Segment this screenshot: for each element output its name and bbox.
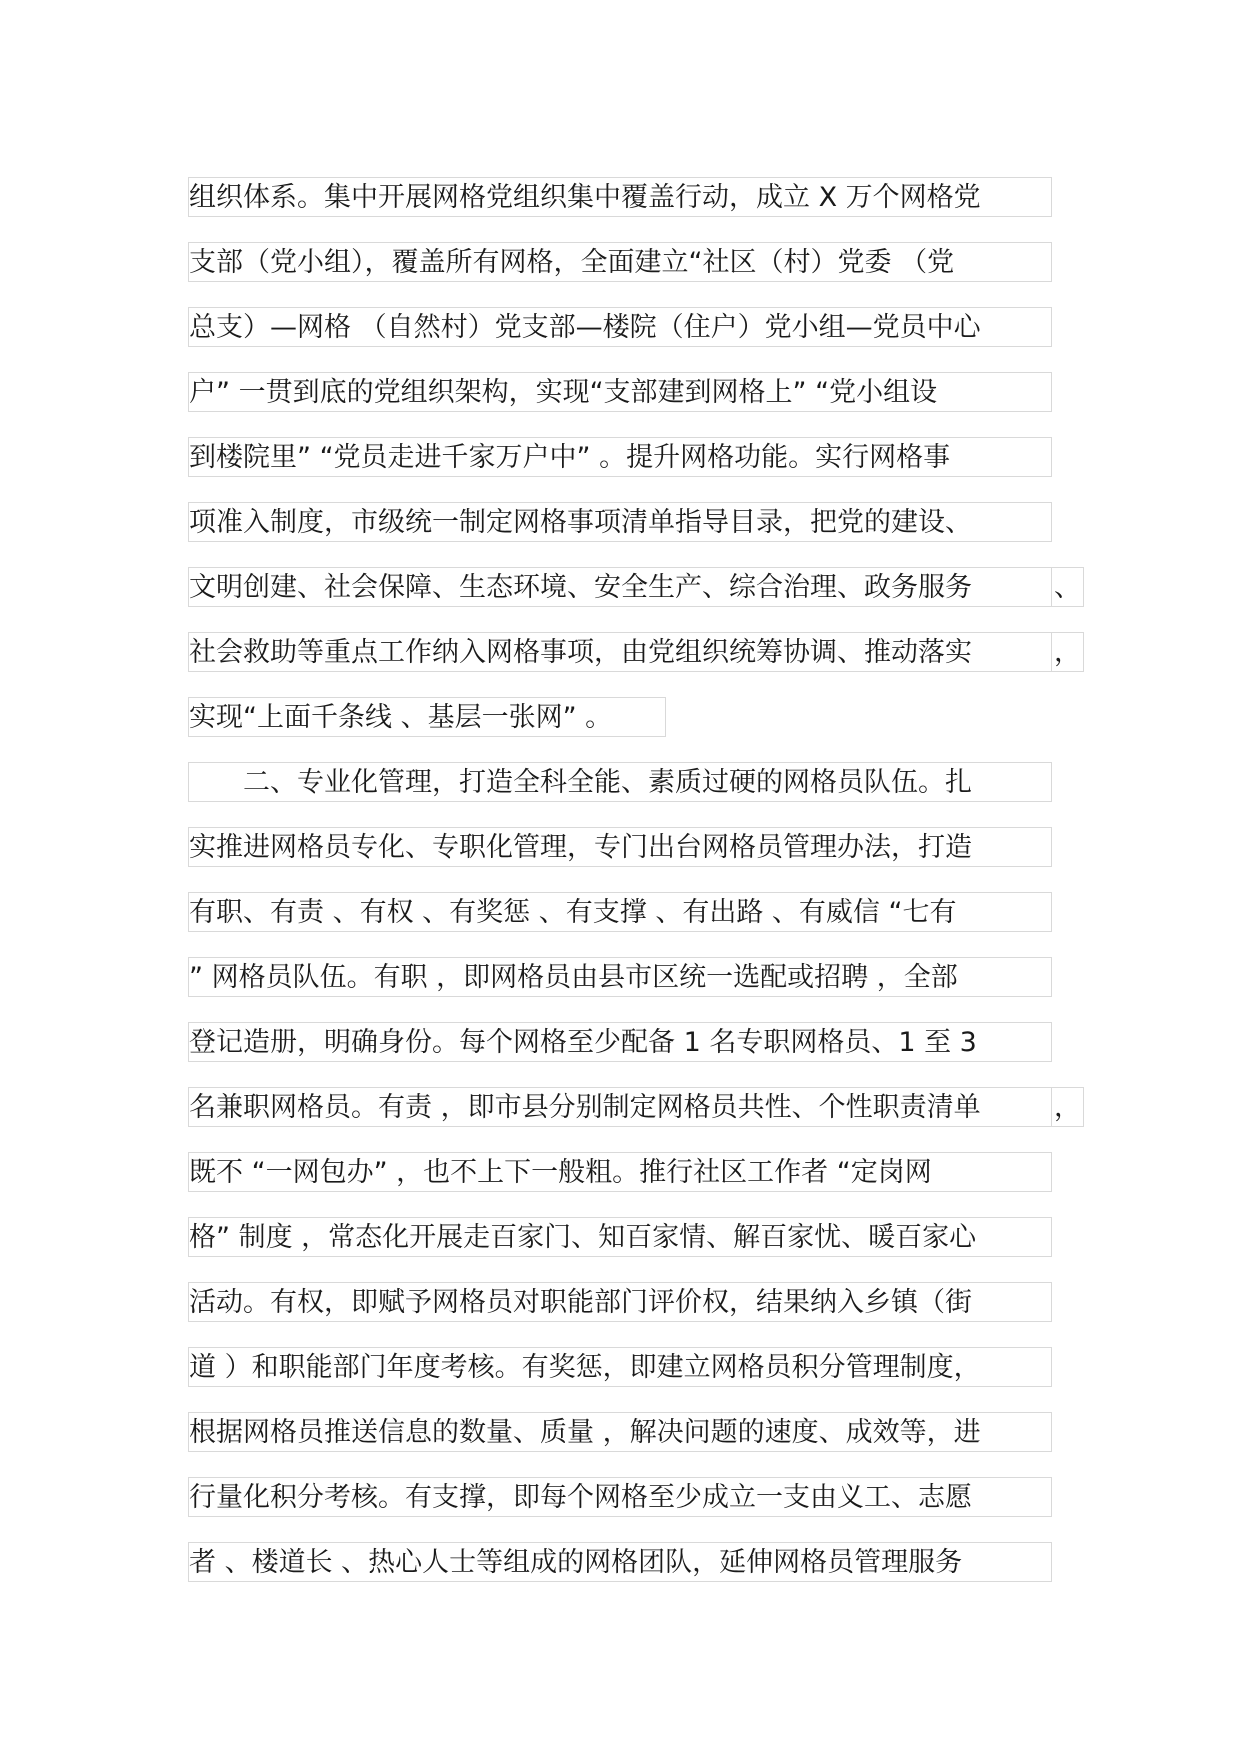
text-line: 总支）—网格 （自然村）党支部—楼院（住户）党小组—党员中心: [188, 307, 1052, 347]
text-line: 名兼职网格员。有责 ，即市县分别制定网格员共性、个性职责清单: [188, 1087, 1052, 1127]
text-line: 到楼院里” “党员走进千家万户中” 。提升网格功能。实行网格事: [188, 437, 1052, 477]
text-line: ” 网格员队伍。有职 ，即网格员由县市区统一选配或招聘 ，全部: [188, 957, 1052, 997]
text-line: 既不 “一网包办” ，也不上下一般粗。推行社区工作者 “定岗网: [188, 1152, 1052, 1192]
text-line: 格” 制度 ，常态化开展走百家门、知百家情、解百家忧、暖百家心: [188, 1217, 1052, 1257]
text-line-tail: 、: [1052, 567, 1084, 607]
text-line: 二、专业化管理，打造全科全能、素质过硬的网格员队伍。扎: [188, 762, 1052, 802]
text-line: 有职、有责 、有权 、有奖惩 、有支撑 、有出路 、有威信 “七有: [188, 892, 1052, 932]
text-line: 项准入制度，市级统一制定网格事项清单指导目录，把党的建设、: [188, 502, 1052, 542]
text-line: 道 ）和职能部门年度考核。有奖惩，即建立网格员积分管理制度，: [188, 1347, 1052, 1387]
text-line: 实现“上面千条线 、基层一张网” 。: [188, 697, 666, 737]
text-line: 文明创建、社会保障、生态环境、安全生产、综合治理、政务服务: [188, 567, 1052, 607]
text-line: 户” 一贯到底的党组织架构，实现“支部建到网格上” “党小组设: [188, 372, 1052, 412]
text-line: 根据网格员推送信息的数量、质量 ，解决问题的速度、成效等，进: [188, 1412, 1052, 1452]
text-line: 登记造册，明确身份。每个网格至少配备 1 名专职网格员、1 至 3: [188, 1022, 1052, 1062]
text-line: 实推进网格员专化、专职化管理，专门出台网格员管理办法，打造: [188, 827, 1052, 867]
text-line: 社会救助等重点工作纳入网格事项，由党组织统筹协调、推动落实: [188, 632, 1052, 672]
text-line: 行量化积分考核。有支撑，即每个网格至少成立一支由义工、志愿: [188, 1477, 1052, 1517]
text-line: 者 、楼道长 、热心人士等组成的网格团队，延伸网格员管理服务: [188, 1542, 1052, 1582]
text-line: 组织体系。集中开展网格党组织集中覆盖行动，成立 X 万个网格党: [188, 177, 1052, 217]
text-line-tail: ，: [1052, 1087, 1084, 1127]
text-line: 活动。有权，即赋予网格员对职能部门评价权，结果纳入乡镇（街: [188, 1282, 1052, 1322]
text-line: 支部（党小组），覆盖所有网格，全面建立“社区（村）党委 （党: [188, 242, 1052, 282]
text-line-tail: ，: [1052, 632, 1084, 672]
